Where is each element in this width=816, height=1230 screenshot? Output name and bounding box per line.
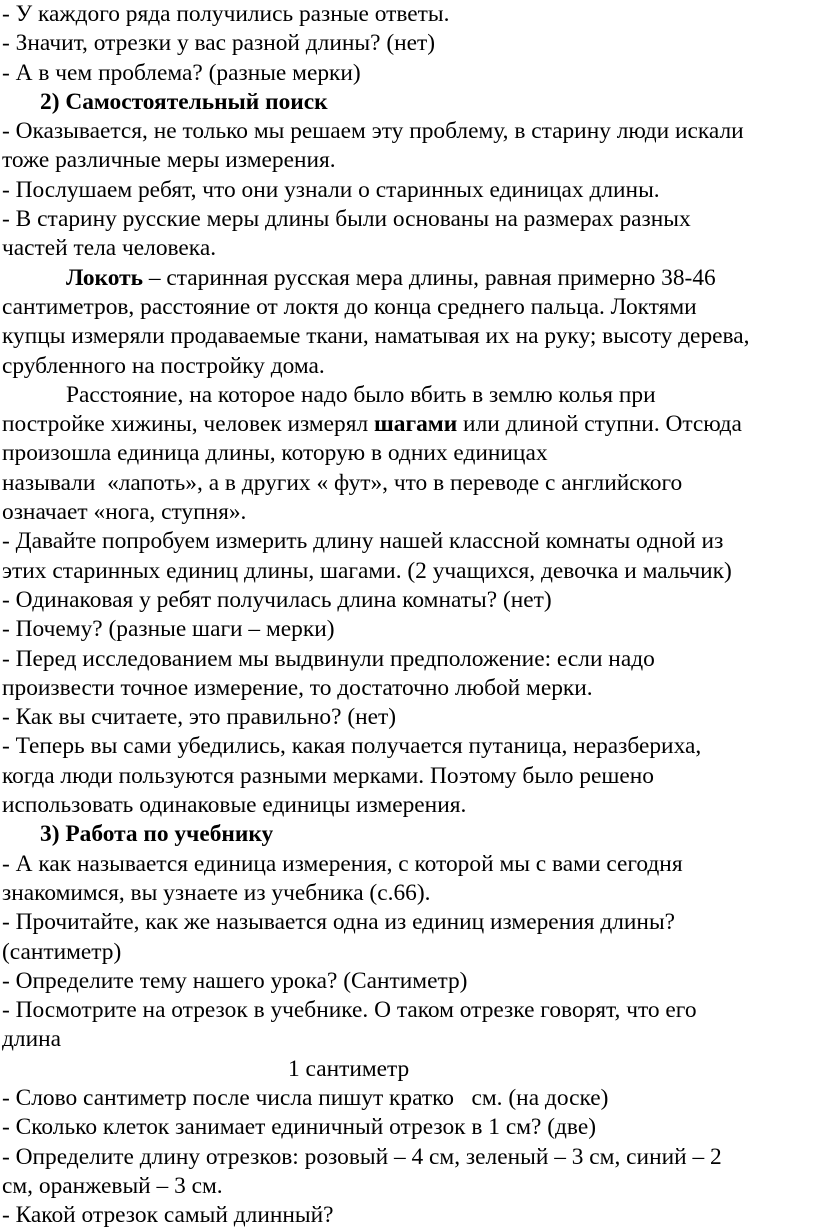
text-line: этих старинных единиц длины, шагами. (2 учащихся, девочка и мальчик) bbox=[2, 557, 732, 584]
text-line: - Теперь вы сами убедились, какая получается путаница, неразбериха, bbox=[2, 733, 702, 760]
text-line: произошла единица длины, которую в одних единицах bbox=[2, 440, 548, 467]
text-line bbox=[2, 410, 816, 439]
text-line: - Значит, отрезки у вас разной длины? (нет) bbox=[2, 30, 436, 57]
text-line: - Определите тему нашего урока? (Сантиметр) bbox=[2, 967, 468, 994]
text-span: – старинная русская мера длины, равная примерно 38-46 bbox=[142, 264, 716, 291]
text-span: постройке хижины, человек измерял bbox=[2, 411, 375, 438]
text-line: - В старину русские меры длины были основаны на размерах разных bbox=[2, 206, 691, 233]
text-line: - А в чем проблема? (разные мерки) bbox=[2, 59, 361, 86]
text-line: - Оказывается, не только мы решаем эту проблему, в старину люди искали bbox=[2, 118, 744, 145]
text-line: срубленного на постройку дома. bbox=[2, 352, 325, 379]
text-line: называли «лапоть», а в других « фут», что в переводе с английского bbox=[2, 469, 683, 496]
text-line bbox=[2, 264, 816, 293]
term-bold: Локоть bbox=[66, 264, 143, 291]
text-span: или длиной ступни. Отсюда bbox=[457, 411, 742, 438]
text-line: - Давайте попробуем измерить длину нашей классной комнаты одной из bbox=[2, 528, 724, 555]
text-line: - Слово сантиметр после числа пишут кратко см. (на доске) bbox=[2, 1084, 609, 1111]
text-line: произвести точное измерение, то достаточно любой мерки. bbox=[2, 674, 593, 701]
text-line: - Прочитайте, как же называется одна из единиц измерения длины? bbox=[2, 909, 676, 936]
section-heading bbox=[2, 820, 816, 849]
text-line: - Послушаем ребят, что они узнали о старинных единицах длины. bbox=[2, 176, 660, 203]
text-line: - Определите длину отрезков: розовый – 4 см, зеленый – 3 см, синий – 2 bbox=[2, 1143, 722, 1170]
text-line: - Какой отрезок самый длинный? bbox=[2, 1202, 334, 1229]
text-line: - Одинаковая у ребят получилась длина комнаты? (нет) bbox=[2, 586, 552, 613]
text-line: 1 сантиметр bbox=[288, 1055, 410, 1082]
text-line: (сантиметр) bbox=[2, 938, 122, 965]
text-line: - Почему? (разные шаги – мерки) bbox=[2, 616, 335, 643]
text-line: Расстояние, на которое надо было вбить в землю колья при bbox=[66, 381, 656, 408]
text-line: см, оранжевый – 3 см. bbox=[2, 1172, 223, 1199]
section-heading bbox=[2, 88, 816, 117]
term-bold: шагами bbox=[374, 411, 458, 438]
text-line: - Сколько клеток занимает единичный отрезок в 1 см? (две) bbox=[2, 1114, 597, 1141]
text-line: - Перед исследованием мы выдвинули предположение: если надо bbox=[2, 645, 655, 672]
text-line: тоже различные меры измерения. bbox=[2, 147, 336, 174]
text-line: - Как вы считаете, это правильно? (нет) bbox=[2, 704, 397, 731]
text-line: - А как называется единица измерения, с которой мы с вами сегодня bbox=[2, 850, 683, 877]
text-line: сантиметров, расстояние от локтя до конца среднего пальца. Локтями bbox=[2, 293, 697, 320]
text-line: когда люди пользуются разными мерками. Поэтому было решено bbox=[2, 762, 654, 789]
text-line: - У каждого ряда получились разные ответы. bbox=[2, 1, 450, 27]
text-line: длина bbox=[2, 1026, 61, 1053]
section-heading-text: 3) Работа по учебнику bbox=[40, 821, 274, 848]
text-line: означает «нога, ступня». bbox=[2, 499, 247, 526]
text-line: использовать одинаковые единицы измерения. bbox=[2, 792, 467, 819]
text-line: купцы измеряли продаваемые ткани, наматывая их на руку; высоту дерева, bbox=[2, 323, 750, 350]
text-line: знакомимся, вы узнаете из учебника (с.66). bbox=[2, 879, 431, 906]
text-line: - Посмотрите на отрезок в учебнике. О таком отрезке говорят, что его bbox=[2, 997, 697, 1024]
section-heading-text: 2) Самостоятельный поиск bbox=[40, 88, 328, 115]
text-line: частей тела человека. bbox=[2, 235, 217, 262]
